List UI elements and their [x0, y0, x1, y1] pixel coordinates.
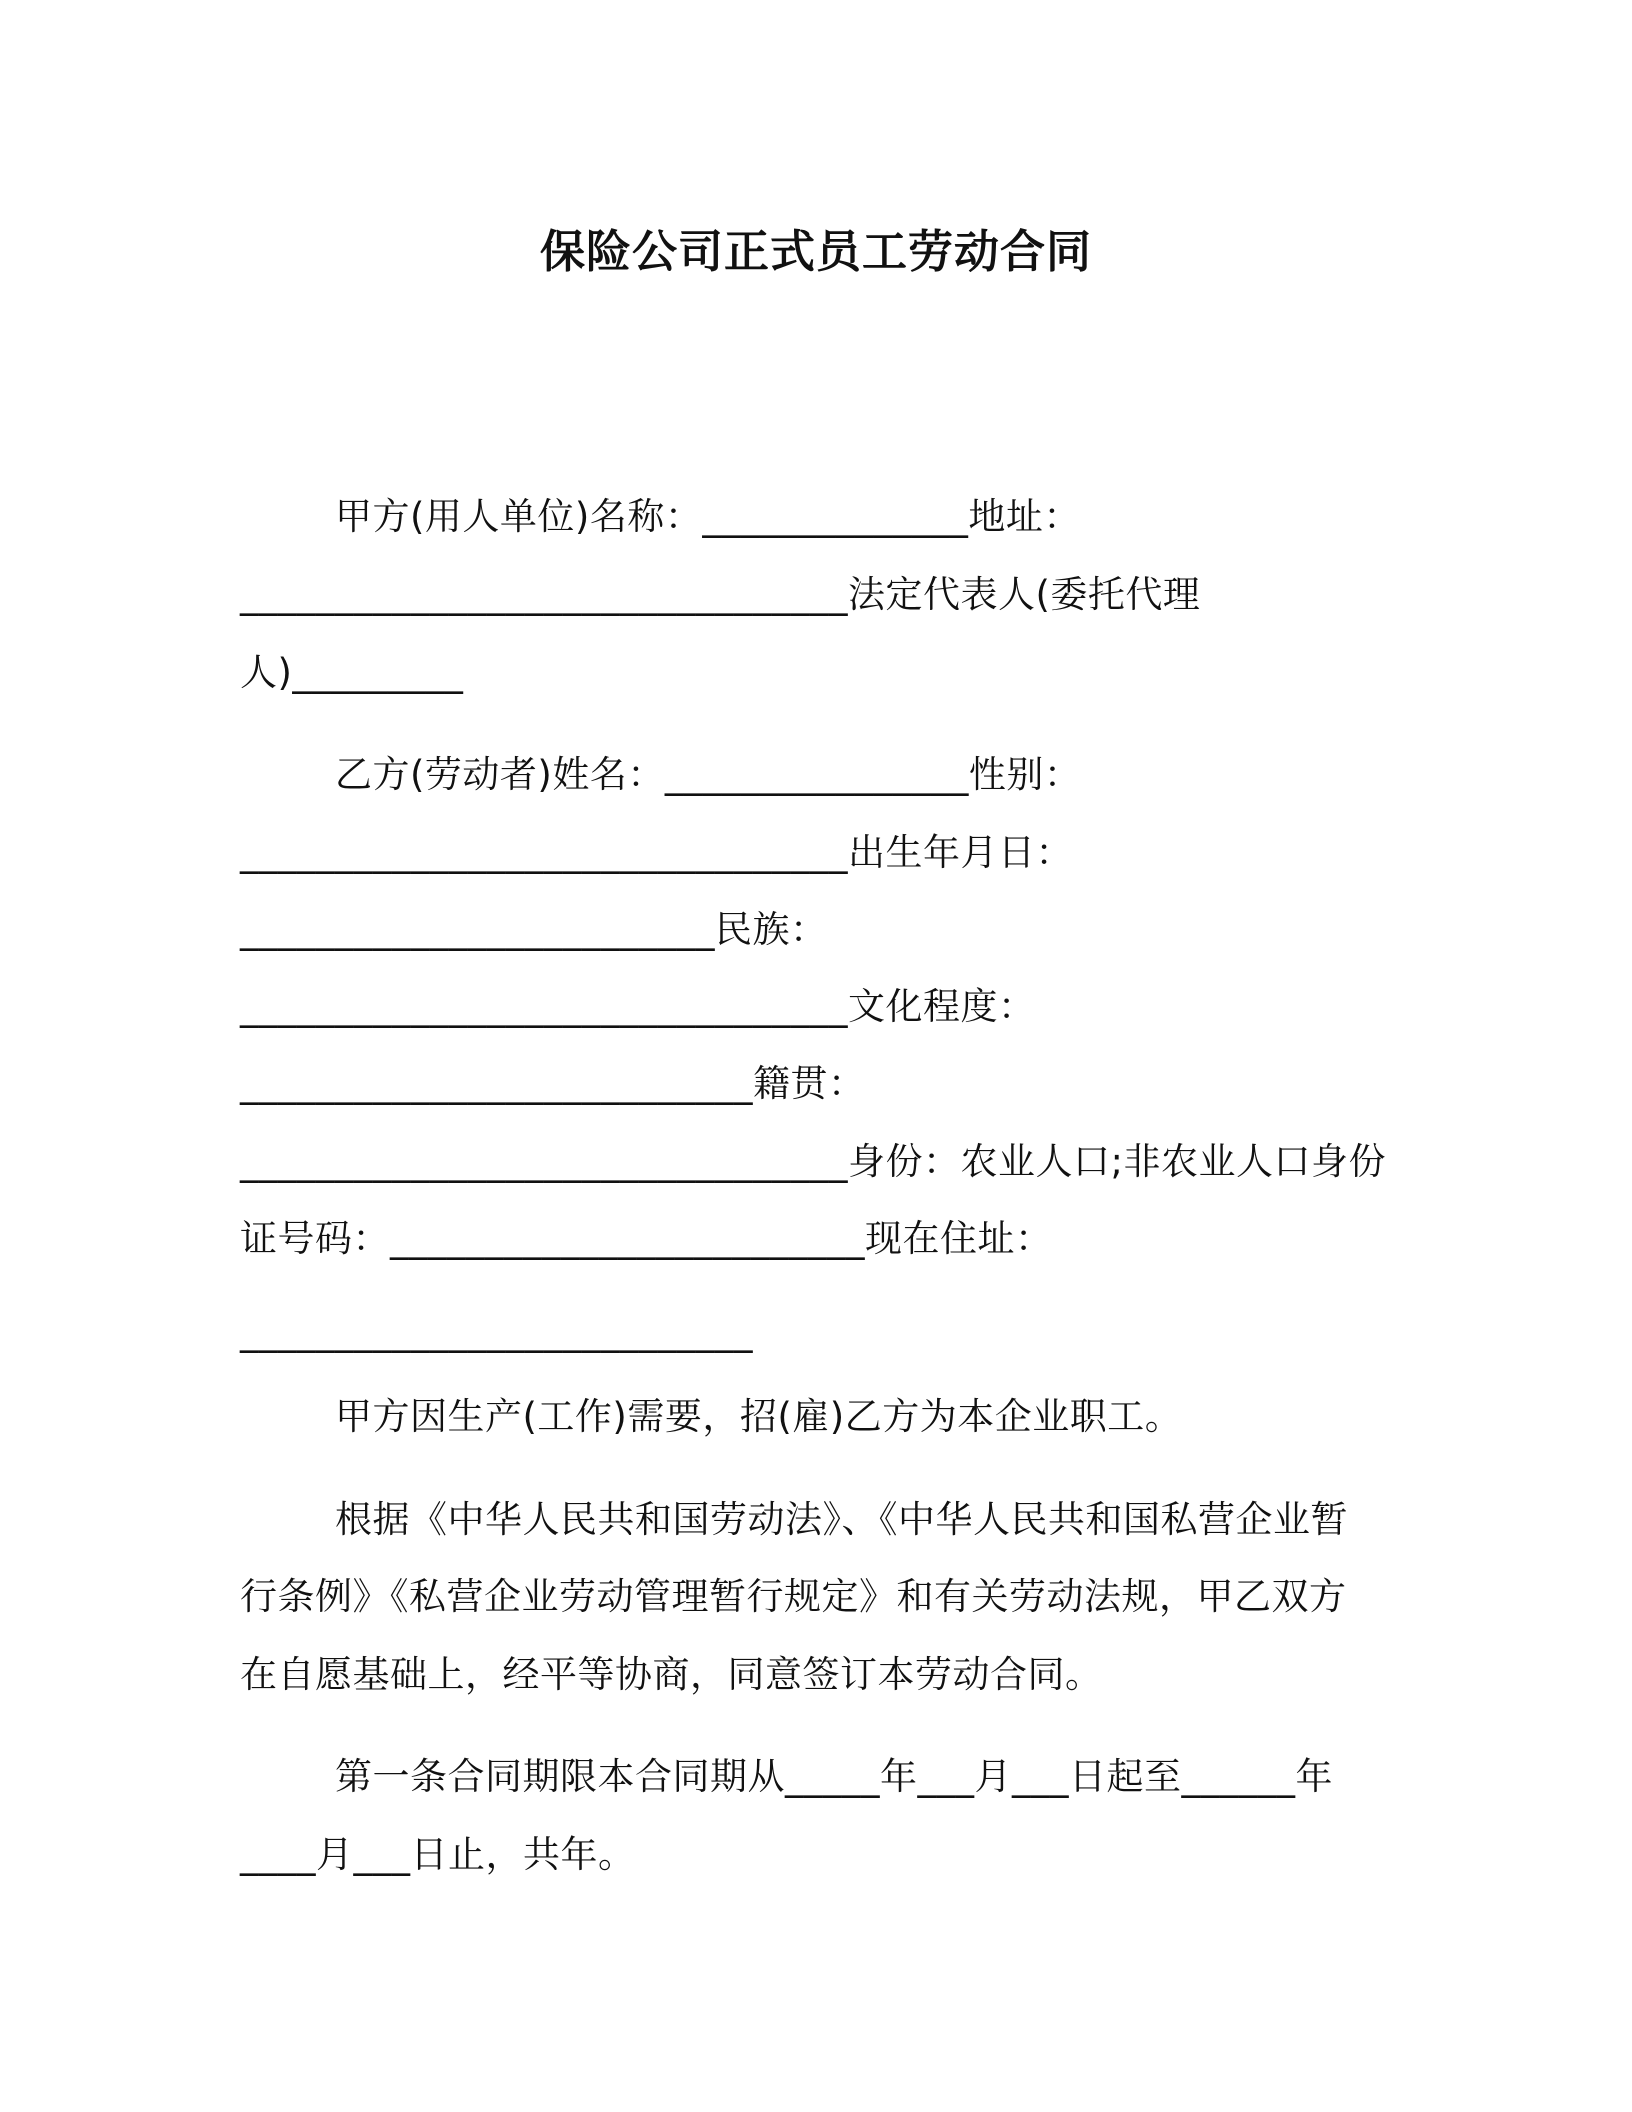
party-a-representative-line: 人)_________: [240, 651, 464, 694]
party-b-id-line: 证号码：_________________________现在住址：: [240, 1217, 1053, 1260]
article-one-line-2: ____月___日止，共年。: [240, 1833, 636, 1876]
party-b-origin-line: ________________________________身份：农业人口;非农业人口身份: [240, 1140, 1386, 1183]
legal-basis-line-1: 根据《中华人民共和国劳动法》、《中华人民共和国私营企业暂: [335, 1498, 1348, 1541]
article-one-line-1: 第一条合同期限本合同期从_____年___月___日起至______年: [335, 1755, 1333, 1798]
party-b-birthdate-line: _________________________民族：: [240, 908, 828, 951]
party-b-ethnicity-line: ________________________________文化程度：: [240, 985, 1036, 1028]
party-b-gender-line: ________________________________出生年月日：: [240, 831, 1073, 874]
party-a-address-line: ________________________________法定代表人(委托代理: [240, 573, 1201, 616]
legal-basis-line-2: 行条例》《私营企业劳动管理暂行规定》和有关劳动法规，甲乙双方: [240, 1575, 1347, 1618]
employment-statement: 甲方因生产(工作)需要，招(雇)乙方为本企业职工。: [335, 1395, 1183, 1438]
party-b-name-line: 乙方(劳动者)姓名：________________性别：: [335, 753, 1082, 796]
party-b-address-line: ___________________________: [240, 1310, 753, 1353]
legal-basis-line-3: 在自愿基础上，经平等协商，同意签订本劳动合同。: [240, 1653, 1103, 1696]
party-b-education-line: ___________________________籍贯：: [240, 1062, 866, 1105]
party-a-name-line: 甲方(用人单位)名称：______________地址：: [335, 495, 1081, 538]
document-title: 保险公司正式员工劳动合同: [539, 225, 1092, 278]
